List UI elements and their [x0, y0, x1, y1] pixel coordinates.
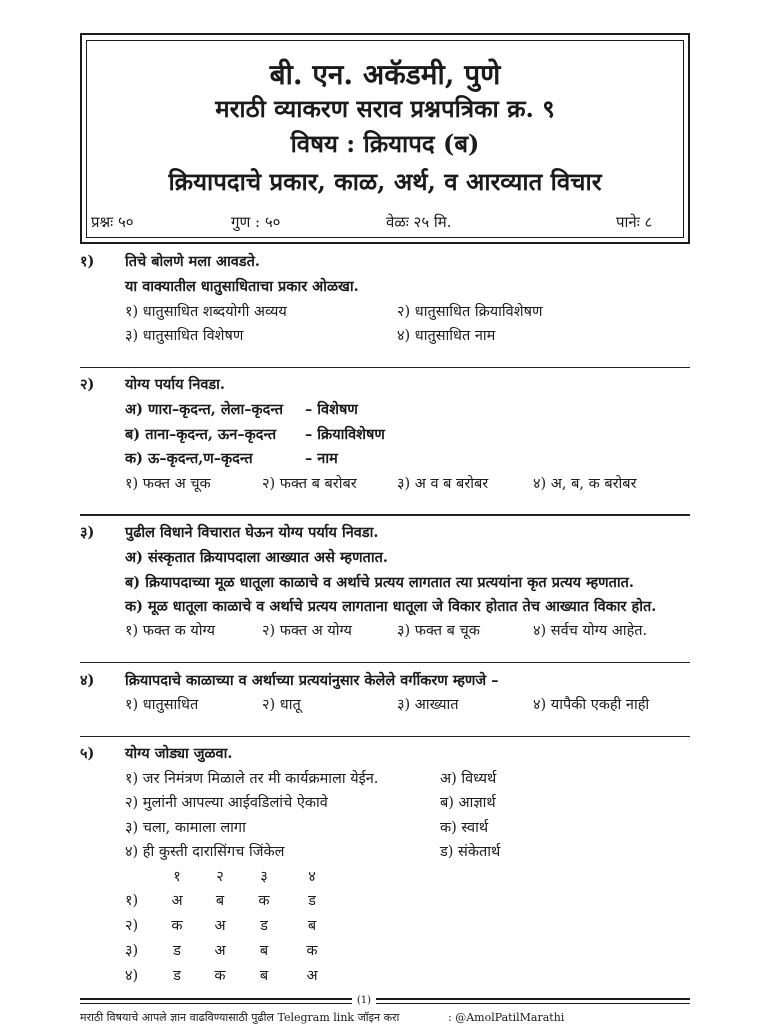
- question-number: ५): [80, 745, 95, 762]
- question-text: क्रियापदाचे काळाच्या व अर्थाच्या प्रत्ययांनुसार केलेले वर्गीकरण म्हणजे –: [125, 672, 499, 689]
- answer-grid-cell: ड: [308, 893, 316, 909]
- answer-grid-cell: अ: [171, 893, 183, 909]
- question-text: या वाक्यातील धातुसाधिताचा प्रकार ओळखा.: [125, 278, 359, 295]
- answer-grid-cell: अ: [214, 918, 226, 934]
- telegram-note: मराठी विषयाचे आपले ज्ञान वाढविण्यासाठी पुढील Telegram link जॉइन करा: [80, 1011, 400, 1024]
- answer-grid-cell: ब: [215, 893, 225, 909]
- answer-grid-cell: क: [171, 918, 183, 934]
- question-1: [80, 250, 740, 348]
- answer-grid-cell: ड: [173, 968, 181, 984]
- answer-grid-cell: ब: [259, 968, 269, 984]
- statement: अ) णारा–कृदन्त, लेला–कृदन्त: [125, 401, 284, 418]
- answer-grid-cell: ब: [259, 943, 269, 959]
- separator-line: [80, 367, 690, 368]
- option-1: १) धातुसाधित शब्दयोगी अव्यय: [125, 304, 287, 320]
- answer-grid-cell: अ: [306, 968, 318, 984]
- question-text: पुढील विधाने विचारात घेऊन योग्य पर्याय निवडा.: [125, 524, 379, 541]
- option-4: ४) यापैकी एकही नाही: [533, 697, 650, 713]
- academy-name: बी. एन. अकॅडमी, पुणे: [269, 58, 501, 91]
- statement-match: – विशेषण: [305, 401, 358, 418]
- option-3: ३) आख्यात: [397, 697, 459, 713]
- question-text: तिचे बोलणे मला आवडते.: [125, 253, 260, 270]
- page-count: पानेः ८: [616, 213, 653, 231]
- statement: क) ऊ–कृदन्त,ण–कृदन्त: [125, 450, 253, 467]
- question-text: योग्य जोड्या जुळवा.: [125, 745, 233, 762]
- header-box: [86, 40, 684, 238]
- statement: अ) संस्कृतात क्रियापदाला आख्यात असे म्हणतात.: [125, 549, 388, 566]
- question-text: योग्य पर्याय निवडा.: [125, 376, 225, 393]
- match-left-item: ४) ही कुस्ती दारासिंगच जिंकेल: [125, 844, 285, 860]
- match-right-item: क) स्वार्थ: [440, 820, 489, 836]
- question-number: २): [80, 376, 95, 393]
- footer-rule: [80, 998, 690, 1000]
- statement: ब) ताना–कृदन्त, ऊन–कृदन्त: [125, 426, 277, 443]
- statement: क) मूळ धातूला काळाचे व अर्थाचे प्रत्यय लागताना धातूला जे विकार होतात तेच आख्यात विकार होत.: [125, 598, 657, 615]
- question-number: ४): [80, 672, 95, 689]
- answer-grid-header: ४: [308, 869, 316, 885]
- question-number: १): [80, 253, 95, 270]
- question-number: ३): [80, 524, 95, 541]
- match-right-item: ड) संकेतार्थ: [440, 844, 501, 860]
- answer-grid-cell: ड: [260, 918, 268, 934]
- option-3: ३) धातुसाधित विशेषण: [125, 328, 244, 344]
- telegram-handle: : @AmolPatilMarathi: [448, 1011, 565, 1024]
- match-left-item: २) मुलांनी आपल्या आईवडिलांचे ऐकावे: [125, 795, 328, 811]
- match-left-item: १) जर निमंत्रण मिळाले तर मी कार्यक्रमाला येईन.: [125, 771, 379, 787]
- match-left-item: ३) चला, कामाला लागा: [125, 820, 246, 836]
- answer-option-label: २): [125, 918, 139, 934]
- answer-grid-header: २: [216, 869, 224, 885]
- time-limit: वेळः २५ मि.: [386, 213, 452, 231]
- page-number: (1): [352, 994, 376, 1008]
- option-1: १) फक्त क योग्य: [125, 623, 216, 639]
- option-1: १) फक्त अ चूक: [125, 476, 211, 492]
- question-4: [80, 669, 740, 717]
- option-4: ४) अ, ब, क बरोबर: [533, 476, 637, 492]
- statement: ब) क्रियापदाच्या मूळ धातूला काळाचे व अर्थाचे प्रत्यय लागतात त्या प्रत्ययांना कृत प्रत्यय म्हणतात.: [125, 574, 634, 591]
- answer-grid-cell: क: [306, 943, 318, 959]
- statement-match: – नाम: [305, 450, 338, 467]
- option-2: २) फक्त अ योग्य: [262, 623, 352, 639]
- question-3: [80, 521, 740, 643]
- option-2: २) धातू: [262, 697, 301, 713]
- option-4: ४) धातुसाधित नाम: [397, 328, 496, 344]
- footer-rule: [80, 1003, 690, 1004]
- question-count: प्रश्नः ५०: [91, 213, 134, 231]
- answer-option-label: ३): [125, 943, 139, 959]
- answer-grid-cell: अ: [214, 943, 226, 959]
- statement-match: – क्रियाविशेषण: [305, 426, 385, 443]
- answer-grid-cell: क: [258, 893, 270, 909]
- match-right-item: अ) विध्यर्थ: [440, 771, 497, 787]
- answer-option-label: १): [125, 893, 139, 909]
- paper-title: मराठी व्याकरण सराव प्रश्नपत्रिका क्र. ९: [215, 94, 555, 123]
- question-2: [80, 373, 740, 496]
- answer-option-label: ४): [125, 968, 139, 984]
- subject-title: विषय : क्रियापद (ब): [290, 129, 480, 158]
- answer-grid-header: १: [173, 869, 181, 885]
- answer-grid-cell: क: [214, 968, 226, 984]
- answer-grid-header: ३: [260, 869, 268, 885]
- question-5: [80, 742, 740, 988]
- separator-line: [80, 514, 690, 516]
- option-3: ३) अ व ब बरोबर: [397, 476, 489, 492]
- option-1: १) धातुसाधित: [125, 697, 199, 713]
- answer-grid-cell: ब: [307, 918, 317, 934]
- option-4: ४) सर्वच योग्य आहेत.: [533, 623, 648, 639]
- match-right-item: ब) आज्ञार्थ: [440, 795, 496, 811]
- topic-title: क्रियापदाचे प्रकार, काळ, अर्थ, व आरव्यात विचार: [168, 167, 602, 196]
- separator-line: [80, 736, 690, 737]
- option-2: २) धातुसाधित क्रियाविशेषण: [397, 304, 543, 320]
- total-marks: गुण : ५०: [231, 213, 281, 231]
- answer-grid-cell: ड: [173, 943, 181, 959]
- option-2: २) फक्त ब बरोबर: [262, 476, 357, 492]
- option-3: ३) फक्त ब चूक: [397, 623, 480, 639]
- separator-line: [80, 662, 690, 663]
